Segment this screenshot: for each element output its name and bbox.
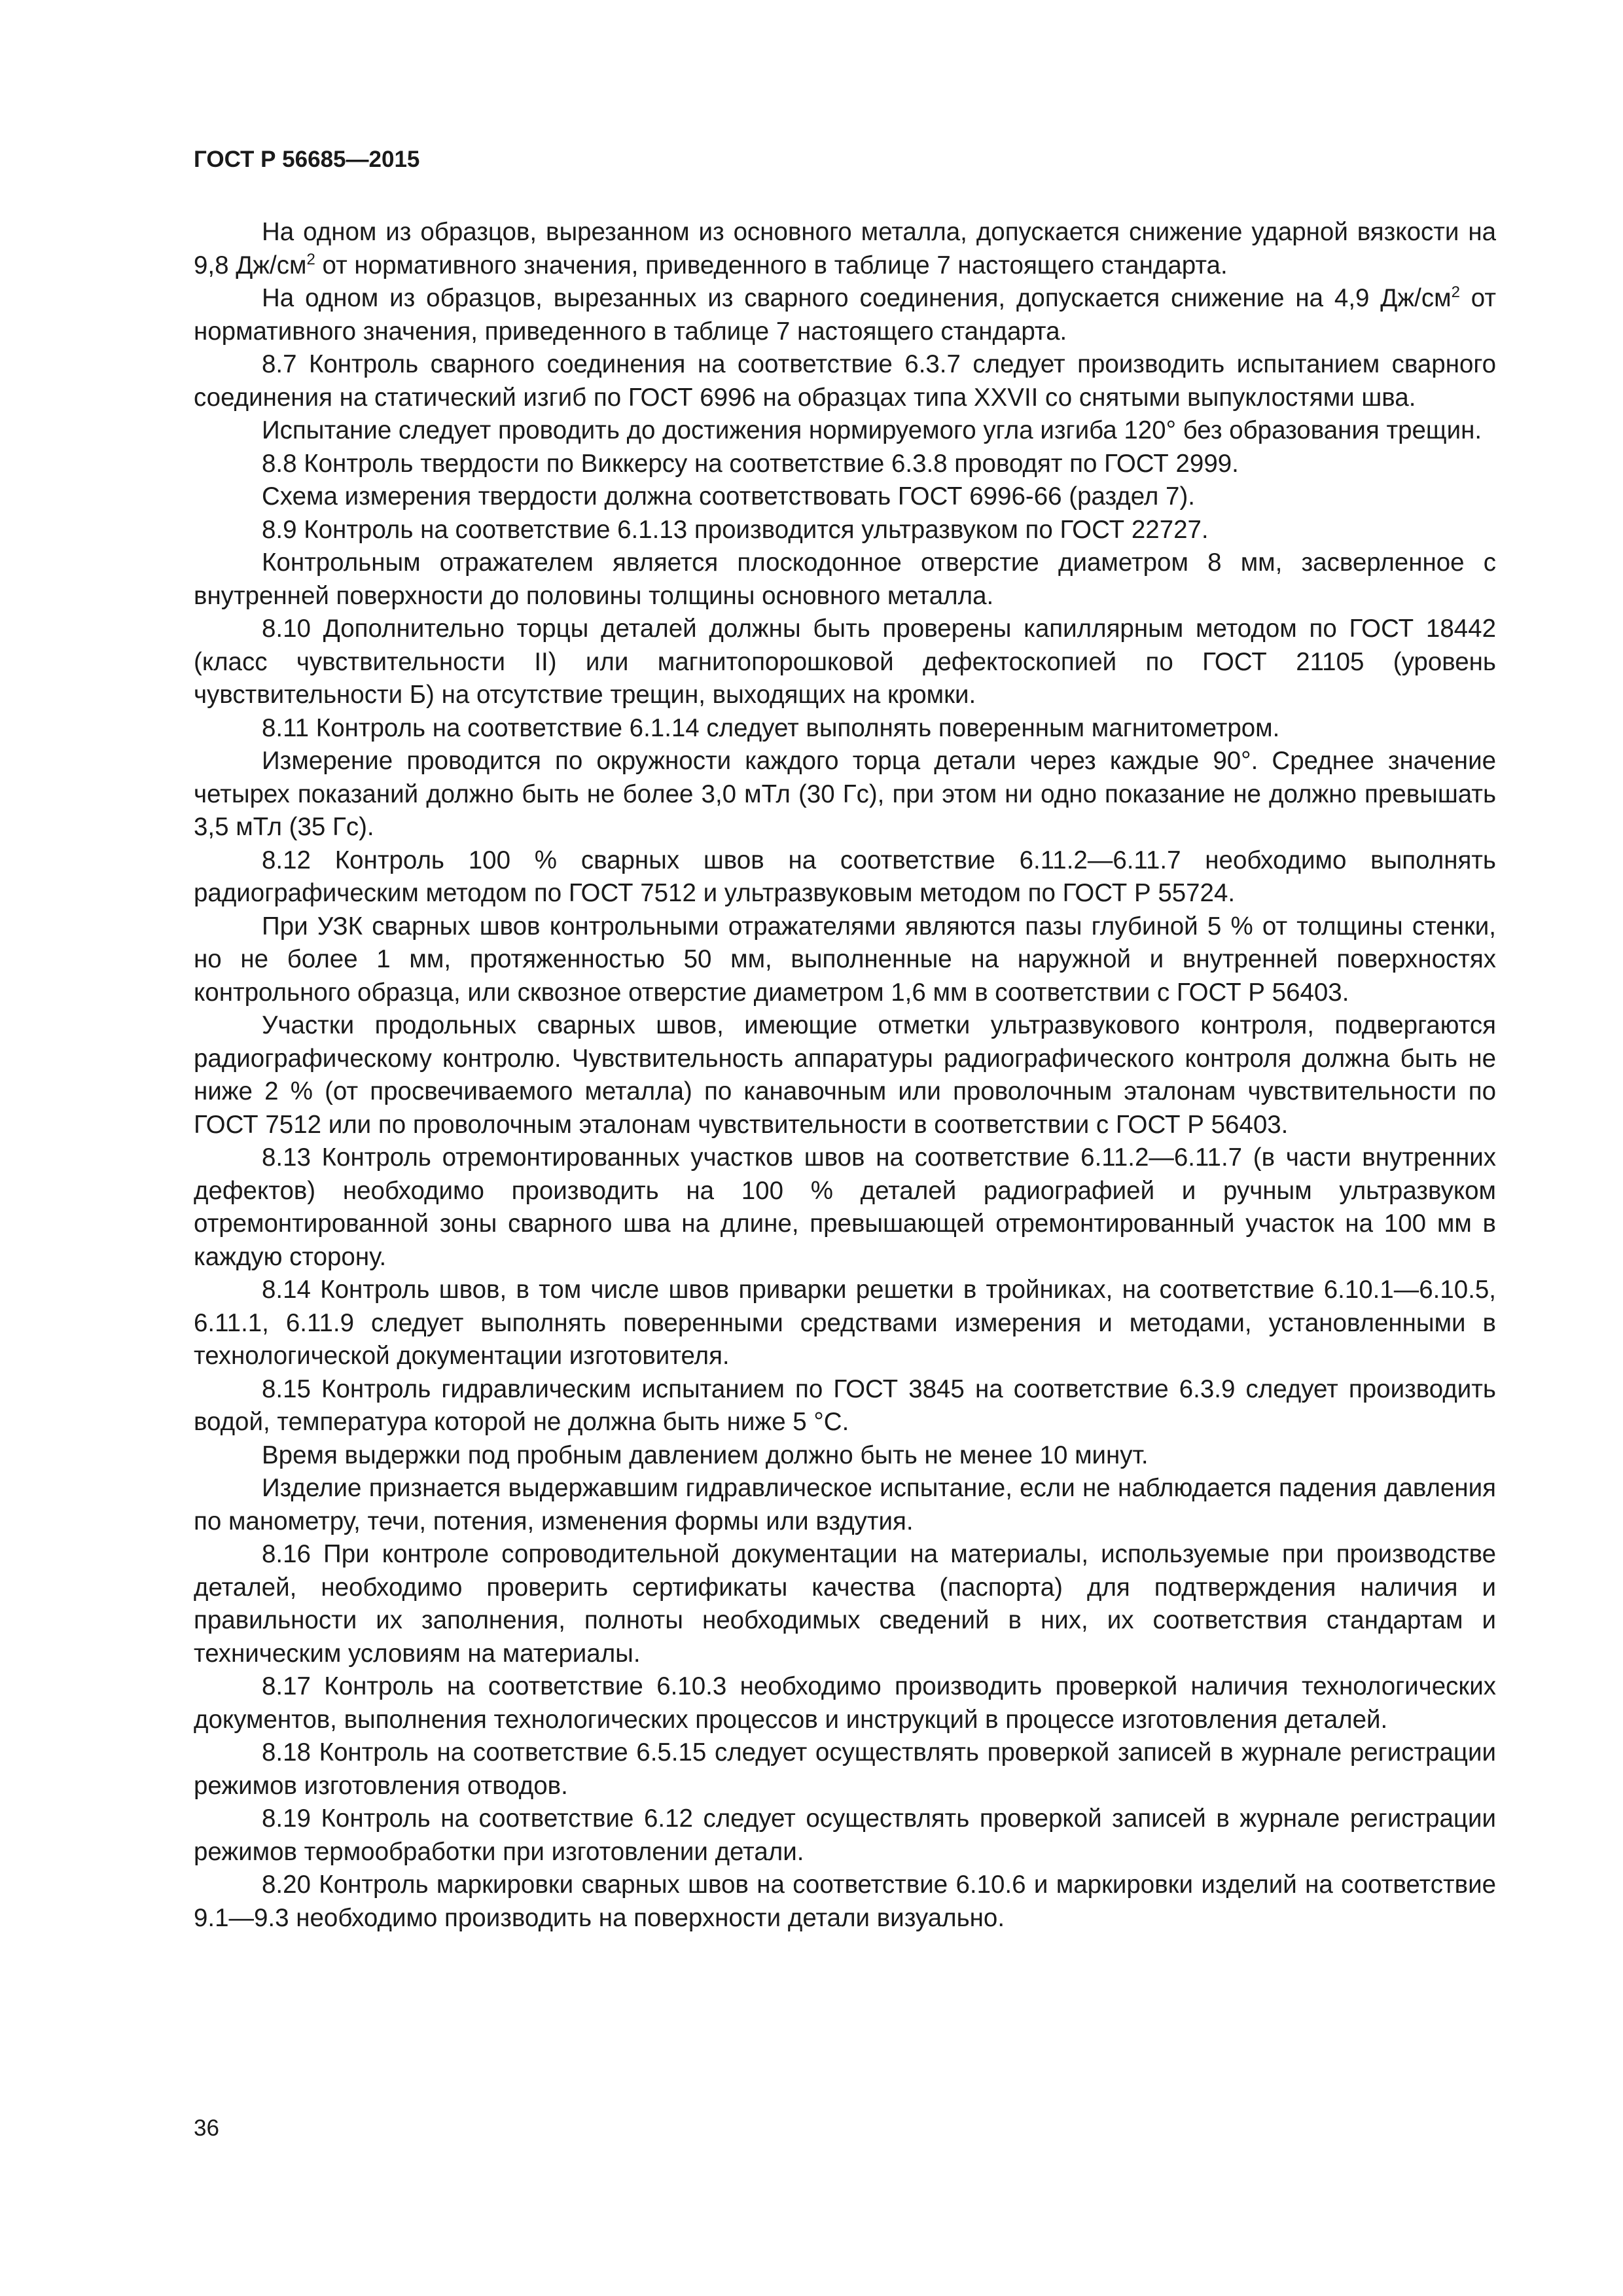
paragraph-p03 <box>194 348 1496 414</box>
text-run: 8.13 Контроль отремонтированных участков швов на соответствие 6.11.2—6.11.7 (в части внутренних дефектов) необходимо производить на 100 % деталей радиографией и ручным ультразвуком отремонтированной зоны сварного шва на длине, превышающей отремонтированный участок на 100 мм в каждую сторону. <box>194 1143 1496 1271</box>
text-run: 8.20 Контроль маркировки сварных швов на соответствие 6.10.6 и маркировки изделий на соответствие 9.1—9.3 необходимо производить на поверхности детали визуально. <box>194 1871 1496 1932</box>
paragraph-p23 <box>194 1803 1496 1869</box>
text-run: 8.9 Контроль на соответствие 6.1.13 производится ультразвуком по ГОСТ 22727. <box>262 515 1209 544</box>
paragraph-p17 <box>194 1373 1496 1439</box>
paragraph-p07 <box>194 514 1496 547</box>
text-run: Схема измерения твердости должна соответствовать ГОСТ 6996-66 (раздел 7). <box>262 482 1195 511</box>
paragraph-p04 <box>194 414 1496 448</box>
paragraph-p13 <box>194 910 1496 1010</box>
superscript: 2 <box>1451 283 1460 302</box>
text-run: Измерение проводится по окружности каждого торца детали через каждые 90°. Среднее значение четырех показаний должно быть не более 3,0 мТл (30 Гс), при этом ни одно показание не должно превышать 3,5 мТл (35 Гс). <box>194 747 1496 841</box>
paragraph-p09 <box>194 613 1496 712</box>
page-number: 36 <box>194 2115 219 2141</box>
body-text <box>194 216 1496 1935</box>
text-run: 8.10 Дополнительно торцы деталей должны быть проверены капиллярным методом по ГОСТ 18442 (класс чувствительности II) или магнитопорошковой дефектоскопией по ГОСТ 21105 (уровень чувствительности Б) на отсутствие трещин, выходящих на кромки. <box>194 615 1496 709</box>
text-run: Изделие признается выдержавшим гидравлическое испытание, если не наблюдается падения давления по манометру, течи, потения, изменения формы или вздутия. <box>194 1474 1496 1535</box>
paragraph-p02 <box>194 282 1496 348</box>
text-run: от нормативного значения, приведенного в таблице 7 настоящего стандарта. <box>315 251 1228 279</box>
superscript: 2 <box>306 250 315 268</box>
text-run: 8.16 При контроле сопроводительной документации на материалы, используемые при производстве деталей, необходимо проверить сертификаты качества (паспорта) для подтверждения наличия и правильности их заполнения, полноты необходимых сведений в них, их соответствия стандартам и техническим условиям на материалы. <box>194 1540 1496 1668</box>
paragraph-p20 <box>194 1538 1496 1670</box>
text-run: 8.17 Контроль на соответствие 6.10.3 необходимо производить проверкой наличия технологических документов, выполнения технологических процессов и инструкций в процессе изготовления деталей. <box>194 1672 1496 1734</box>
text-run: 8.15 Контроль гидравлическим испытанием по ГОСТ 3845 на соответствие 6.3.9 следует производить водой, температура которой не должна быть ниже 5 °C. <box>194 1374 1496 1436</box>
text-run: Испытание следует проводить до достижения нормируемого угла изгиба 120° без образования трещин. <box>262 416 1482 444</box>
text-run: от нормативного значения, приведенного в таблице 7 настоящего стандарта. <box>194 284 1496 346</box>
text-run: Участки продольных сварных швов, имеющие отметки ультразвукового контроля, подвергаются радиографическому контролю. Чувствительность аппаратуры радиографического контроля должна быть не ниже 2 % (от просвечиваемого металла) по канавочным или проволочным эталонам чувствительности по ГОСТ 7512 или по проволочным эталонам чувствительности в соответствии с ГОСТ Р 56403. <box>194 1011 1496 1139</box>
text-run: При УЗК сварных швов контрольными отражателями являются пазы глубиной 5 % от толщины стенки, но не более 1 мм, протяженностью 50 мм, выполненные на наружной и внутренней поверхностях контрольного образца, или сквозное отверстие диаметром 1,6 мм в соответствии с ГОСТ Р 56403. <box>194 912 1496 1007</box>
text-run: 8.12 Контроль 100 % сварных швов на соответствие 6.11.2—6.11.7 необходимо выполнять радиографическим методом по ГОСТ 7512 и ультразвуковым методом по ГОСТ Р 55724. <box>194 846 1496 907</box>
paragraph-p08 <box>194 547 1496 613</box>
text-run: 8.19 Контроль на соответствие 6.12 следует осуществлять проверкой записей в журнале регистрации режимов термообработки при изготовлении детали. <box>194 1804 1496 1866</box>
text-run: 8.11 Контроль на соответствие 6.1.14 следует выполнять поверенным магнитометром. <box>262 713 1280 742</box>
paragraph-p16 <box>194 1274 1496 1373</box>
paragraph-p14 <box>194 1009 1496 1141</box>
text-run: На одном из образцов, вырезанных из сварного соединения, допускается снижение на 4,9 Дж/см <box>262 284 1452 312</box>
paragraph-p05 <box>194 448 1496 481</box>
text-run: 8.7 Контроль сварного соединения на соответствие 6.3.7 следует производить испытанием сварного соединения на статический изгиб по ГОСТ 6996 на образцах типа XXVII со снятыми выпуклостями шва. <box>194 350 1496 412</box>
text-run: 8.14 Контроль швов, в том числе швов приварки решетки в тройниках, на соответствие 6.10.1—6.10.5, 6.11.1, 6.11.9 следует выполнять поверенными средствами измерения и методами, установленными в технологической документации изготовителя. <box>194 1276 1496 1370</box>
paragraph-p19 <box>194 1472 1496 1538</box>
paragraph-p12 <box>194 844 1496 910</box>
paragraph-p22 <box>194 1736 1496 1803</box>
paragraph-p10 <box>194 712 1496 745</box>
text-run: Время выдержки под пробным давлением должно быть не менее 10 минут. <box>262 1441 1149 1469</box>
text-run: На одном из образцов, вырезанном из основного металла, допускается снижение ударной вязкости на 9,8 Дж/см <box>194 218 1496 279</box>
paragraph-p15 <box>194 1141 1496 1274</box>
text-run: Контрольным отражателем является плоскодонное отверстие диаметром 8 мм, засверленное с внутренней поверхности до половины толщины основного металла. <box>194 548 1496 610</box>
paragraph-p11 <box>194 745 1496 844</box>
text-run: 8.18 Контроль на соответствие 6.5.15 следует осуществлять проверкой записей в журнале регистрации режимов изготовления отводов. <box>194 1738 1496 1800</box>
paragraph-p01 <box>194 216 1496 282</box>
paragraph-p24 <box>194 1869 1496 1935</box>
paragraph-p18 <box>194 1439 1496 1473</box>
paragraph-p21 <box>194 1670 1496 1736</box>
text-run: 8.8 Контроль твердости по Виккерсу на соответствие 6.3.8 проводят по ГОСТ 2999. <box>262 449 1239 478</box>
paragraph-p06 <box>194 480 1496 514</box>
document-code-header: ГОСТ Р 56685—2015 <box>194 147 420 172</box>
